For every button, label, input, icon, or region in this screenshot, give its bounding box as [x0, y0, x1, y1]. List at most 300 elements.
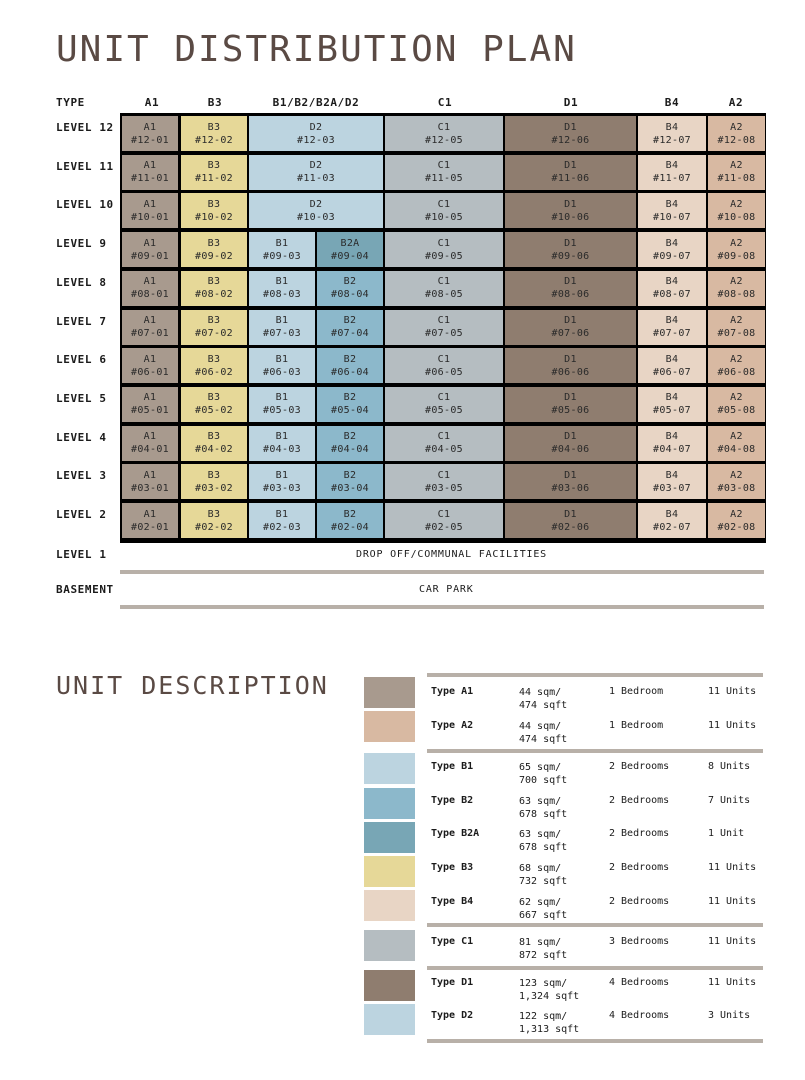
- unit-number: #11-06: [551, 173, 590, 185]
- level-label: LEVEL 11: [56, 159, 114, 173]
- unit-cell: [708, 310, 765, 345]
- color-swatch: [364, 677, 415, 708]
- description-units: 7 Units: [708, 795, 751, 806]
- description-size: [519, 1010, 599, 1036]
- unit-number: #07-01: [131, 328, 169, 339]
- unit-cell: [317, 232, 383, 267]
- unit-number: #08-05: [425, 289, 463, 301]
- unit-type: A2: [730, 315, 743, 326]
- size-sqft: 678 sqft: [519, 809, 568, 820]
- unit-number: #10-08: [717, 211, 756, 223]
- unit-number: #03-07: [653, 482, 691, 494]
- unit-cell: [385, 426, 503, 461]
- unit-cell: [249, 193, 383, 228]
- description-type: Type B3: [431, 862, 474, 873]
- unit-number: #02-02: [195, 521, 233, 533]
- size-sqm: 65 sqm/: [519, 762, 562, 773]
- size-sqm: 44 sqm/: [519, 687, 562, 698]
- unit-cell: [249, 116, 383, 151]
- unit-type: A1: [143, 121, 157, 133]
- unit-type: A1: [143, 431, 157, 443]
- unit-cell: [708, 426, 765, 461]
- level-label: LEVEL 5: [56, 391, 107, 405]
- unit-cell: [505, 387, 636, 422]
- unit-type: D2: [309, 160, 323, 172]
- description-divider: [427, 923, 763, 927]
- unit-number: #06-01: [131, 366, 169, 378]
- unit-cell: [505, 310, 636, 345]
- unit-cell: [385, 232, 503, 267]
- unit-cell: [181, 310, 247, 345]
- unit-cell: [505, 116, 636, 151]
- unit-type: D1: [564, 508, 577, 520]
- unit-number: #04-07: [653, 444, 691, 456]
- description-bedrooms: 2 Bedrooms: [609, 862, 670, 873]
- unit-type: B2: [343, 315, 357, 326]
- unit-number: #04-08: [717, 444, 756, 456]
- unit-number: #11-02: [195, 173, 233, 185]
- color-swatch: [364, 890, 415, 921]
- level-label: LEVEL 2: [56, 508, 107, 521]
- size-sqft: 678 sqft: [519, 842, 568, 853]
- description-bedrooms: 4 Bedrooms: [609, 1010, 670, 1021]
- unit-cell: [708, 232, 765, 267]
- description-divider: [427, 749, 763, 753]
- unit-type: C1: [437, 121, 451, 133]
- unit-cell: [249, 464, 315, 499]
- unit-type: B1: [275, 315, 289, 326]
- unit-number: #03-02: [195, 482, 233, 494]
- size-sqm: 63 sqm/: [519, 796, 562, 807]
- description-size: [519, 686, 599, 712]
- unit-number: #03-01: [131, 482, 169, 494]
- unit-type: A2: [730, 508, 743, 520]
- unit-number: #07-05: [425, 328, 463, 339]
- unit-number: #09-07: [653, 250, 691, 262]
- unit-cell: [505, 193, 636, 228]
- unit-cell: [181, 387, 247, 422]
- description-divider: [427, 966, 763, 970]
- unit-number: #06-05: [425, 366, 463, 378]
- unit-cell: [181, 426, 247, 461]
- size-sqm: 68 sqm/: [519, 863, 562, 874]
- unit-number: #03-08: [717, 482, 756, 494]
- description-size: [519, 720, 599, 746]
- unit-number: #08-08: [717, 289, 756, 301]
- unit-type: B3: [207, 198, 221, 210]
- unit-cell: [638, 464, 706, 499]
- unit-type: B1: [275, 469, 289, 481]
- unit-type: B1: [275, 237, 289, 249]
- unit-number: #10-05: [425, 211, 463, 223]
- column-header: A2: [728, 96, 744, 109]
- unit-type: D2: [309, 198, 323, 210]
- unit-cell: [249, 271, 315, 306]
- description-units: 1 Unit: [708, 828, 745, 839]
- unit-type: B3: [207, 237, 221, 249]
- unit-type: A2: [730, 276, 743, 288]
- unit-type: B2: [343, 353, 357, 365]
- description-size: [519, 862, 599, 888]
- color-swatch: [364, 753, 415, 784]
- unit-type: B1: [275, 276, 289, 288]
- unit-type: A2: [730, 237, 743, 249]
- unit-type: B3: [207, 160, 221, 172]
- unit-type: A2: [730, 198, 743, 210]
- description-bedrooms: 1 Bedroom: [609, 686, 664, 697]
- distribution-grid: [120, 113, 766, 543]
- unit-cell: [181, 232, 247, 267]
- unit-number: #07-06: [551, 328, 590, 339]
- unit-number: #02-06: [551, 521, 590, 533]
- unit-number: #06-08: [717, 366, 756, 378]
- unit-cell: [708, 271, 765, 306]
- description-size: [519, 795, 599, 821]
- column-header: A1: [144, 96, 160, 109]
- unit-type: A1: [143, 508, 157, 520]
- unit-type: B4: [665, 431, 679, 443]
- unit-cell: [122, 232, 178, 267]
- unit-number: #09-04: [331, 250, 369, 262]
- unit-type: D1: [564, 353, 577, 365]
- page-title: UNIT DISTRIBUTION PLAN: [56, 29, 577, 70]
- unit-type: B3: [207, 353, 221, 365]
- unit-number: #06-04: [331, 366, 369, 378]
- unit-number: #03-06: [551, 482, 590, 494]
- unit-number: #04-04: [331, 444, 369, 456]
- unit-cell: [122, 193, 178, 228]
- unit-type: D1: [564, 392, 577, 404]
- color-swatch: [364, 1004, 415, 1035]
- unit-cell: [249, 348, 315, 383]
- unit-type: A1: [143, 198, 157, 210]
- unit-type: A1: [143, 353, 157, 365]
- level-1-label: LEVEL 1: [56, 548, 107, 561]
- description-bedrooms: 3 Bedrooms: [609, 936, 670, 947]
- unit-cell: [505, 155, 636, 190]
- unit-number: #03-03: [263, 482, 301, 494]
- unit-cell: [505, 348, 636, 383]
- unit-number: #05-04: [331, 405, 369, 417]
- unit-number: #02-07: [653, 521, 691, 533]
- unit-number: #08-07: [653, 289, 691, 301]
- unit-cell: [181, 271, 247, 306]
- unit-number: #02-08: [717, 521, 756, 533]
- description-size: [519, 828, 599, 854]
- unit-cell: [385, 116, 503, 151]
- unit-type: B4: [665, 353, 679, 365]
- description-units: 11 Units: [708, 720, 757, 731]
- unit-number: #05-05: [425, 405, 463, 417]
- unit-type: B1: [275, 353, 289, 365]
- unit-type: B1: [275, 392, 289, 404]
- level-label: LEVEL 12: [56, 121, 114, 134]
- unit-number: #07-02: [195, 328, 233, 339]
- color-swatch: [364, 788, 415, 819]
- unit-type: B3: [207, 276, 221, 288]
- unit-type: A2: [730, 469, 743, 481]
- size-sqm: 44 sqm/: [519, 721, 562, 732]
- unit-number: #10-07: [653, 211, 691, 223]
- level-label: LEVEL 9: [56, 237, 107, 251]
- unit-number: #10-02: [195, 211, 233, 223]
- size-sqft: 700 sqft: [519, 775, 568, 786]
- unit-cell: [638, 348, 706, 383]
- unit-cell: [638, 503, 706, 538]
- description-type: Type B2A: [431, 828, 480, 839]
- unit-type: D1: [564, 276, 577, 288]
- unit-cell: [708, 155, 765, 190]
- unit-cell: [181, 116, 247, 151]
- unit-cell: [122, 310, 178, 345]
- unit-number: #06-06: [551, 366, 590, 378]
- unit-type: A1: [143, 392, 157, 404]
- size-sqft: 732 sqft: [519, 876, 568, 887]
- unit-cell: [122, 426, 178, 461]
- description-bedrooms: 2 Bedrooms: [609, 761, 670, 772]
- unit-number: #08-01: [131, 289, 169, 301]
- description-units: 11 Units: [708, 977, 757, 988]
- description-type: Type C1: [431, 936, 474, 947]
- size-sqm: 62 sqm/: [519, 897, 562, 908]
- unit-type: B4: [665, 121, 679, 133]
- description-bedrooms: 1 Bedroom: [609, 720, 664, 731]
- unit-cell: [385, 310, 503, 345]
- unit-cell: [385, 155, 503, 190]
- unit-type: B3: [207, 431, 221, 443]
- unit-type: B4: [665, 315, 679, 326]
- unit-type: B3: [207, 508, 221, 520]
- unit-number: #09-02: [195, 250, 233, 262]
- unit-cell: [122, 387, 178, 422]
- unit-type: B4: [665, 392, 679, 404]
- unit-cell: [122, 155, 178, 190]
- description-units: 11 Units: [708, 896, 757, 907]
- unit-type: A2: [730, 392, 743, 404]
- unit-number: #05-06: [551, 405, 590, 417]
- basement-label: BASEMENT: [56, 583, 114, 596]
- type-header-label: TYPE: [56, 96, 85, 109]
- unit-number: #07-08: [717, 328, 756, 339]
- description-bedrooms: 2 Bedrooms: [609, 828, 670, 839]
- unit-type: C1: [437, 160, 451, 172]
- level-label: LEVEL 3: [56, 469, 107, 483]
- description-units: 8 Units: [708, 761, 751, 772]
- size-sqm: 123 sqm/: [519, 978, 568, 989]
- unit-cell: [708, 193, 765, 228]
- level-label: LEVEL 8: [56, 275, 107, 289]
- description-bedrooms: 2 Bedrooms: [609, 795, 670, 806]
- unit-cell: [638, 155, 706, 190]
- unit-cell: [505, 232, 636, 267]
- unit-number: #06-02: [195, 366, 233, 378]
- unit-number: #12-05: [425, 134, 463, 146]
- description-size: [519, 936, 599, 962]
- unit-cell: [385, 387, 503, 422]
- unit-number: #11-07: [653, 173, 691, 185]
- unit-number: #12-03: [297, 134, 335, 146]
- unit-type: A2: [730, 353, 743, 365]
- description-type: Type D2: [431, 1010, 474, 1021]
- unit-type: B3: [207, 392, 221, 404]
- unit-number: #08-04: [331, 289, 369, 301]
- level-label: LEVEL 10: [56, 198, 114, 212]
- unit-type: D1: [564, 121, 577, 133]
- unit-type: B4: [665, 237, 679, 249]
- unit-number: #06-03: [263, 366, 301, 378]
- unit-number: #12-07: [653, 134, 691, 146]
- unit-type: C1: [437, 469, 451, 481]
- column-header: B4: [664, 96, 680, 109]
- size-sqft: 474 sqft: [519, 734, 568, 745]
- unit-cell: [385, 193, 503, 228]
- unit-number: #05-08: [717, 405, 756, 417]
- description-divider: [427, 673, 763, 677]
- unit-cell: [181, 464, 247, 499]
- unit-cell: [708, 348, 765, 383]
- unit-type: B2: [343, 392, 357, 404]
- unit-number: #05-07: [653, 405, 691, 417]
- color-swatch: [364, 856, 415, 887]
- unit-number: #12-01: [131, 134, 169, 146]
- unit-cell: [181, 503, 247, 538]
- unit-type: B4: [665, 508, 679, 520]
- level-label: LEVEL 4: [56, 430, 107, 444]
- unit-number: #11-05: [425, 173, 463, 185]
- unit-number: #09-05: [425, 250, 463, 262]
- basement-text: CAR PARK: [419, 584, 474, 595]
- description-units: 11 Units: [708, 862, 757, 873]
- unit-number: #02-05: [425, 521, 463, 533]
- unit-type: B3: [207, 315, 221, 326]
- size-sqm: 63 sqm/: [519, 829, 562, 840]
- description-bedrooms: 4 Bedrooms: [609, 977, 670, 988]
- unit-cell: [122, 503, 178, 538]
- unit-number: #07-07: [653, 328, 691, 339]
- unit-type: A1: [143, 315, 157, 326]
- description-type: Type A2: [431, 720, 474, 731]
- unit-cell: [505, 271, 636, 306]
- unit-cell: [317, 271, 383, 306]
- unit-cell: [317, 387, 383, 422]
- unit-type: B2: [343, 431, 357, 443]
- unit-cell: [181, 155, 247, 190]
- unit-cell: [505, 464, 636, 499]
- size-sqft: 1,313 sqft: [519, 1024, 580, 1035]
- unit-cell: [638, 232, 706, 267]
- unit-type: A2: [730, 431, 743, 443]
- unit-type: D1: [564, 160, 577, 172]
- unit-number: #11-03: [297, 173, 335, 185]
- unit-type: C1: [437, 276, 451, 288]
- size-sqft: 667 sqft: [519, 910, 568, 921]
- unit-cell: [249, 426, 315, 461]
- size-sqm: 122 sqm/: [519, 1011, 568, 1022]
- unit-type: B2: [343, 508, 357, 520]
- unit-cell: [638, 426, 706, 461]
- unit-number: #04-06: [551, 444, 590, 456]
- unit-type: C1: [437, 431, 451, 443]
- column-header: C1: [437, 96, 453, 109]
- description-units: 3 Units: [708, 1010, 751, 1021]
- column-header: B1/B2/B2A/D2: [272, 96, 360, 109]
- description-units: 11 Units: [708, 936, 757, 947]
- unit-number: #08-02: [195, 289, 233, 301]
- unit-number: #10-03: [297, 211, 335, 223]
- unit-cell: [385, 464, 503, 499]
- description-size: [519, 761, 599, 787]
- unit-number: #11-08: [717, 173, 756, 185]
- description-type: Type D1: [431, 977, 474, 988]
- unit-type: B2A: [340, 237, 360, 249]
- unit-type: C1: [437, 237, 451, 249]
- unit-cell: [505, 503, 636, 538]
- unit-cell: [708, 116, 765, 151]
- unit-type: B4: [665, 160, 679, 172]
- unit-number: #07-04: [331, 328, 369, 339]
- unit-type: B4: [665, 276, 679, 288]
- unit-number: #05-03: [263, 405, 301, 417]
- unit-number: #09-01: [131, 250, 169, 262]
- unit-type: B4: [665, 469, 679, 481]
- unit-type: A2: [730, 160, 743, 172]
- unit-number: #09-08: [717, 250, 756, 262]
- description-bedrooms: 2 Bedrooms: [609, 896, 670, 907]
- level-label: LEVEL 6: [56, 353, 107, 367]
- color-swatch: [364, 930, 415, 961]
- description-type: Type A1: [431, 686, 474, 697]
- description-size: [519, 977, 599, 1003]
- unit-number: #08-03: [263, 289, 301, 301]
- unit-number: #10-01: [131, 211, 169, 223]
- unit-number: #04-03: [263, 444, 301, 456]
- unit-number: #05-01: [131, 405, 169, 417]
- unit-number: #03-04: [331, 482, 369, 494]
- unit-cell: [317, 464, 383, 499]
- basement-divider: [120, 605, 764, 609]
- unit-type: C1: [437, 198, 451, 210]
- unit-cell: [122, 464, 178, 499]
- size-sqft: 1,324 sqft: [519, 991, 580, 1002]
- unit-cell: [122, 348, 178, 383]
- unit-cell: [385, 503, 503, 538]
- size-sqft: 872 sqft: [519, 950, 568, 961]
- description-units: 11 Units: [708, 686, 757, 697]
- unit-number: #09-03: [263, 250, 301, 262]
- level-1-divider: [120, 570, 764, 574]
- unit-number: #12-06: [551, 134, 590, 146]
- unit-cell: [122, 271, 178, 306]
- unit-cell: [317, 503, 383, 538]
- unit-type: D1: [564, 198, 577, 210]
- color-swatch: [364, 711, 415, 742]
- unit-number: #02-04: [331, 521, 369, 533]
- description-type: Type B2: [431, 795, 474, 806]
- unit-cell: [181, 348, 247, 383]
- unit-number: #05-02: [195, 405, 233, 417]
- unit-number: #07-03: [263, 328, 301, 339]
- unit-cell: [505, 426, 636, 461]
- unit-number: #04-01: [131, 444, 169, 456]
- column-header: B3: [207, 96, 223, 109]
- unit-number: #12-08: [717, 134, 756, 146]
- unit-cell: [385, 271, 503, 306]
- unit-cell: [638, 310, 706, 345]
- color-swatch: [364, 970, 415, 1001]
- unit-type: C1: [437, 353, 451, 365]
- unit-type: B1: [275, 431, 289, 443]
- unit-number: #11-01: [131, 173, 169, 185]
